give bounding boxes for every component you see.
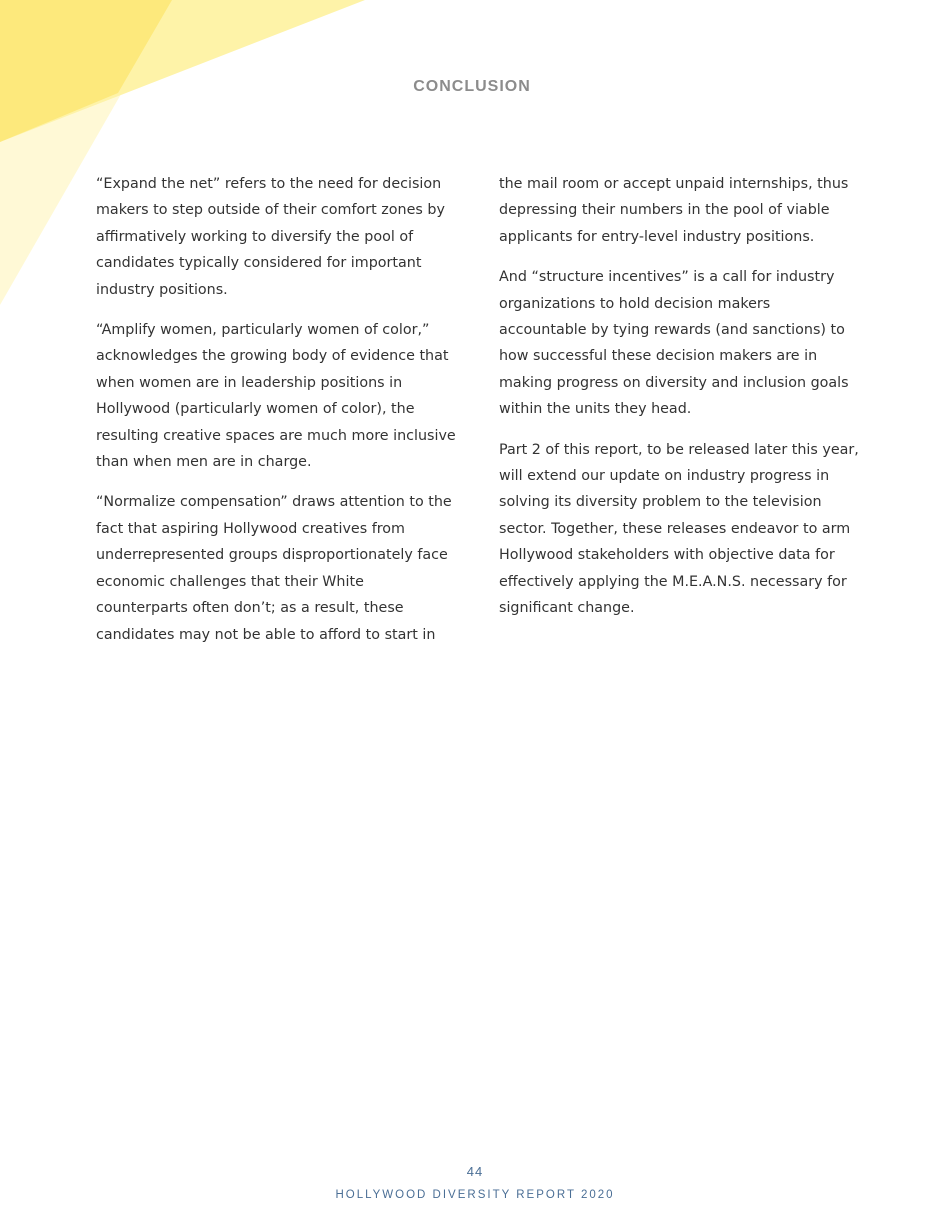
page-number: 44: [466, 1164, 484, 1179]
left-text-column: [96, 171, 458, 662]
paragraph-structure-incentives: And “structure incentives” is a call for industry organizations to hold decision makers accountable by tying rewards (and sanctions) to how successful these decision makers are in making progress on diversity and inclusion goals within the units they head.: [499, 269, 849, 418]
right-text-column: [499, 171, 861, 636]
section-title: CONCLUSION: [413, 78, 531, 95]
paragraph-normalize-compensation: “Normalize compensation” draws attention to the fact that aspiring Hollywood creatives from underrepresented groups disproportionately face economic challenges that their White counterparts often don’t; as a result, these candidates may not be able to afford to start in: [96, 494, 452, 643]
paragraph-expand-the-net: “Expand the net” refers to the need for decision makers to step outside of their comfort zones by affirmatively working to diversify the pool of candidates typically considered for important industry positions.: [96, 176, 445, 298]
paragraph-amplify-women: “Amplify women, particularly women of color,” acknowledges the growing body of evidence that when women are in leadership positions in Hollywood (particularly women of color), the resulting creative spaces are much more inclusive than when men are in charge.: [96, 322, 456, 471]
footer-report-title: HOLLYWOOD DIVERSITY REPORT 2020: [335, 1189, 615, 1201]
paragraph-continuation: the mail room or accept unpaid internships, thus depressing their numbers in the pool of viable applicants for entry-level industry positions.: [499, 176, 849, 245]
paragraph-part-2: Part 2 of this report, to be released later this year, will extend our update on industry progress in solving its diversity problem to the television sector. Together, these releases endeavor to arm Hollywood stakeholders with objective data for effectively applying the M.E.A.N.S. necessary for significant change.: [499, 441, 859, 617]
